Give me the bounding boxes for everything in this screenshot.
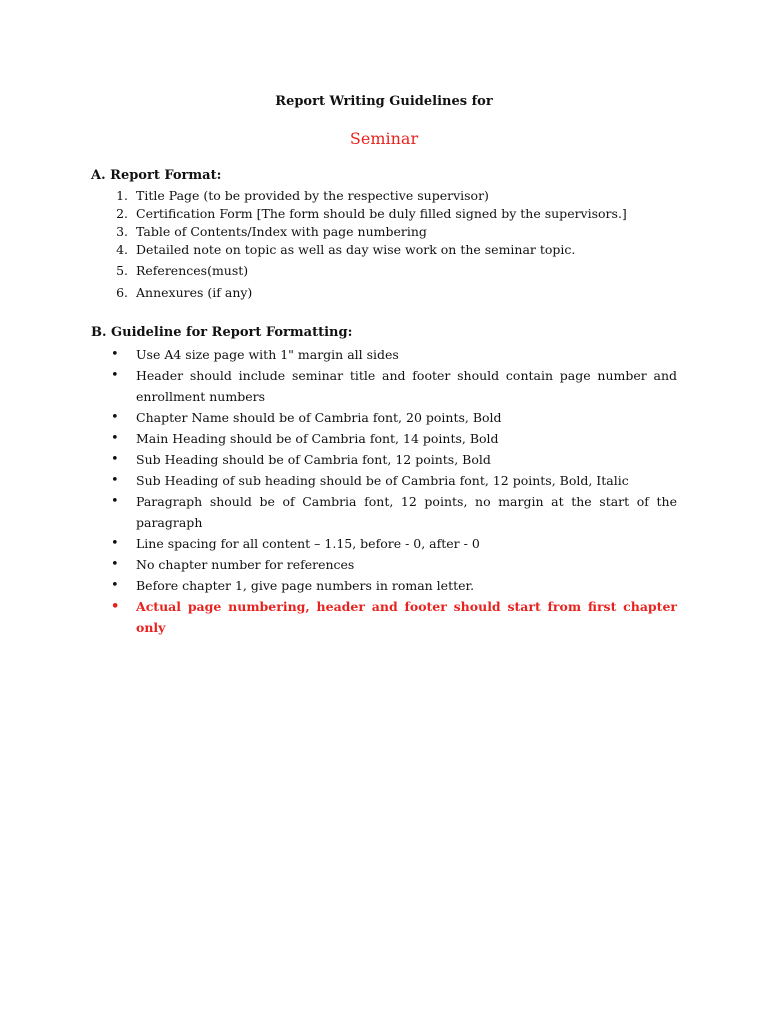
list-item: [91, 344, 691, 365]
formatting-guideline-list: [91, 344, 691, 638]
bullet-icon: •: [111, 578, 119, 593]
bullet-icon: •: [111, 368, 119, 383]
report-format-list: [91, 188, 691, 303]
list-item: [91, 206, 691, 224]
list-item-text: Chapter Name should be of Cambria font, 20 points, Bold: [136, 410, 502, 425]
list-item-number: 2.: [116, 206, 128, 221]
list-item-text: Header should include seminar title and footer should contain page number and enrollment numbers: [136, 368, 677, 404]
document-title: Report Writing Guidelines for: [275, 94, 493, 109]
list-item-number: 4.: [116, 242, 128, 257]
list-item: [91, 224, 691, 242]
list-item-text: Paragraph should be of Cambria font, 12 points, no margin at the start of the paragraph: [136, 494, 677, 530]
list-item: [91, 575, 691, 596]
list-item-text: Sub Heading of sub heading should be of Cambria font, 12 points, Bold, Italic: [136, 473, 629, 488]
bullet-icon: •: [111, 473, 119, 488]
list-item-text: No chapter number for references: [136, 557, 355, 572]
list-item: [91, 449, 691, 470]
list-item-text: Sub Heading should be of Cambria font, 12 points, Bold: [136, 452, 491, 467]
list-item: [91, 407, 691, 428]
list-item: [91, 242, 691, 263]
list-item-number: 3.: [116, 224, 128, 239]
bullet-icon: •: [111, 410, 119, 425]
list-item-number: 1.: [116, 188, 128, 203]
section-a-heading: A. Report Format:: [91, 168, 222, 183]
list-item: [91, 554, 691, 575]
list-item-text: Title Page (to be provided by the respective supervisor): [136, 188, 489, 203]
list-item-text: Line spacing for all content – 1.15, before - 0, after - 0: [136, 536, 480, 551]
bullet-icon: •: [111, 347, 119, 362]
bullet-icon: •: [111, 494, 119, 509]
list-item-number: 6.: [116, 285, 128, 300]
list-item-text: Annexures (if any): [136, 285, 253, 300]
list-item-text: Table of Contents/Index with page numbering: [136, 224, 427, 239]
list-item: [91, 428, 691, 449]
list-item: [91, 285, 691, 303]
list-item: [91, 263, 691, 285]
bullet-icon: •: [111, 536, 119, 551]
list-item-text: References(must): [136, 263, 249, 278]
bullet-icon: •: [111, 599, 120, 614]
list-item-text: Before chapter 1, give page numbers in roman letter.: [136, 578, 475, 593]
list-item-text: Main Heading should be of Cambria font, 14 points, Bold: [136, 431, 499, 446]
list-item-number: 5.: [116, 263, 128, 278]
list-item-highlighted: [91, 596, 691, 638]
list-item-text: Detailed note on topic as well as day wise work on the seminar topic.: [136, 242, 576, 257]
section-b-heading: B. Guideline for Report Formatting:: [91, 325, 353, 340]
list-item-text: Actual page numbering, header and footer should start from first chapter only: [136, 599, 677, 635]
list-item: [91, 188, 691, 206]
list-item: [91, 491, 691, 533]
bullet-icon: •: [111, 557, 119, 572]
list-item-text: Use A4 size page with 1" margin all sides: [136, 347, 399, 362]
list-item: [91, 470, 691, 491]
bullet-icon: •: [111, 431, 119, 446]
list-item: [91, 533, 691, 554]
list-item-text: Certification Form [The form should be duly filled signed by the supervisors.]: [136, 206, 627, 221]
bullet-icon: •: [111, 452, 119, 467]
document-subtitle: Seminar: [349, 129, 419, 148]
list-item: [91, 365, 691, 407]
